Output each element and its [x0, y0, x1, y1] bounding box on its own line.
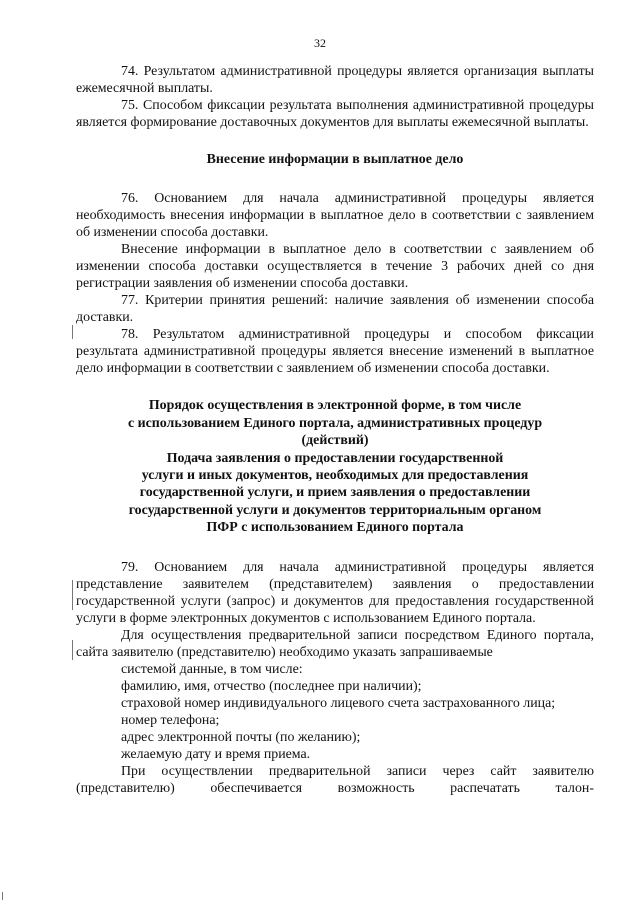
list-item-snils: страховой номер индивидуального лицевого счета застрахованного лица; — [121, 695, 556, 711]
section-heading-electronic-line-2: с использованием Единого портала, административных процедур — [127, 415, 543, 431]
scan-mark — [72, 640, 73, 660]
subsection-heading-line-4: государственной услуги и документов территориальным органом — [128, 502, 542, 518]
page-number: 32 — [314, 36, 326, 50]
document-body — [76, 63, 594, 797]
paragraph-79: 79. Основанием для начала административной процедуры является представление заявителем (представителем) заявления о предоставлении государственной услуги (запрос) и документов для предоставления государственной услуги в форме электронных документов с использованием Единого портала. — [76, 559, 594, 626]
scan-mark — [2, 892, 3, 900]
paragraph-78: 78. Результатом административной процедуры и способом фиксации результата административной процедуры является внесение изменений в выплатное дело информации в соответствии с заявлением об изменении способа доставки. — [76, 327, 594, 377]
section-heading-payment-file: Внесение информации в выплатное дело — [206, 152, 464, 167]
paragraph-76: 76. Основанием для начала административной процедуры является необходимость внесения информации в выплатное дело в соответствии с заявлением об изменении способа доставки. — [76, 191, 594, 241]
list-item-email: адрес электронной почты (по желанию); — [121, 729, 361, 745]
paragraph-80: При осуществлении предварительной записи через сайт заявителю (представителю) обеспечивается возможность распечатать талон- — [76, 763, 594, 796]
paragraph-74: 74. Результатом административной процедуры является организация выплаты ежемесячной выплаты. — [76, 64, 594, 96]
paragraph-76-continued: Внесение информации в выплатное дело в соответствии с заявлением об изменении способа доставки осуществляется в течение 3 рабочих дней со дня регистрации заявления об изменении способа доставки. — [76, 242, 594, 292]
paragraph-77: 77. Критерии принятия решений: наличие заявления об изменении способа доставки. — [76, 293, 594, 326]
list-item-date-time: желаемую дату и время приема. — [121, 746, 311, 762]
subsection-heading-line-3: государственной услуги, и прием заявления о предоставлении — [139, 485, 531, 501]
scan-mark — [72, 580, 73, 610]
subsection-heading-line-5: ПФР с использованием Единого портала — [206, 520, 464, 536]
section-heading-electronic-line-1: Порядок осуществления в электронной форме, в том числе — [148, 398, 522, 414]
list-item-system-data: системой данные, в том числе: — [121, 661, 303, 677]
list-item-full-name: фамилию, имя, отчество (последнее при наличии); — [121, 678, 422, 694]
list-item-phone: номер телефона; — [121, 712, 220, 728]
scan-mark — [72, 325, 73, 339]
subsection-heading-line-2: услуги и иных документов, необходимых для предоставления — [141, 468, 529, 484]
paragraph-79-preregistration: Для осуществления предварительной записи посредством Единого портала, сайта заявителю (представителю) необходимо указать запрашиваемые — [76, 627, 594, 660]
paragraph-75: 75. Способом фиксации результата выполнения административной процедуры является формирование доставочных документов для выплаты ежемесячной выплаты. — [76, 98, 594, 130]
section-heading-electronic-line-3: (действий) — [301, 433, 369, 449]
subsection-heading-line-1: Подача заявления о предоставлении государственной — [166, 450, 504, 466]
